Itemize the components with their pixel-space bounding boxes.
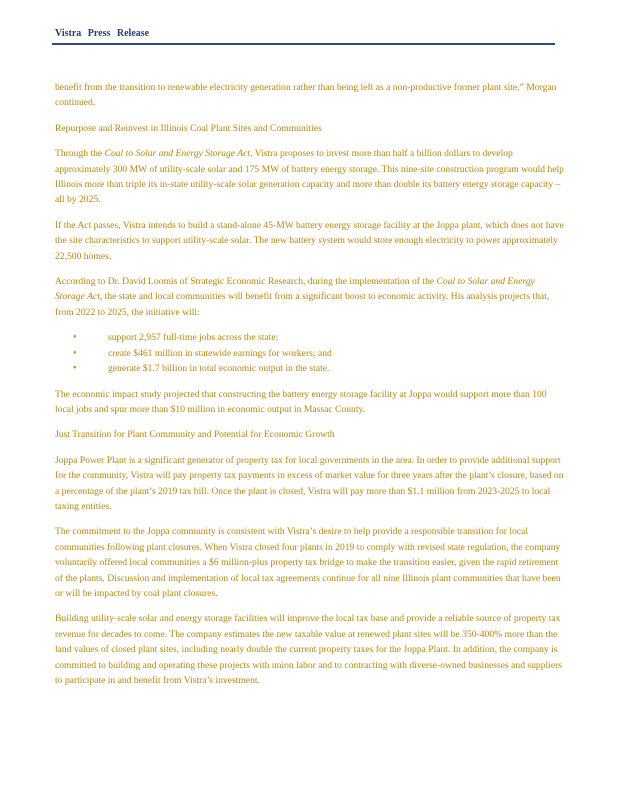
- list-item: [55, 346, 567, 361]
- section-heading-repurpose: Repurpose and Reinvest in Illinois Coal Plant Sites and Communities: [55, 122, 322, 134]
- paragraph-commitment: The commitment to the Joppa community is consistent with Vistra’s desire to help provide a responsible transition for local communities following plant closures. When Vistra closed four plants in 2019 to comply with revised state regulation, the company voluntarily offered local communities a $6 million-plus property tax bridge to make the transition easier, given the rapid retirement of the plants. Discussion and implementation of local tax agreements continue for all nine Illinois plant communities that have been or will be impacted by coal plant closures.: [55, 526, 561, 599]
- section-heading-just-transition: Just Transition for Plant Community and Potential for Economic Growth: [55, 429, 335, 441]
- paragraph-property-tax: Joppa Power Plant is a significant generator of property tax for local governments in the area. In order to provide additional support for the community, Vistra will pay property tax payments in excess of market value for three years after the plant’s closure, based on a percentage of the plant’s 2019 tax bill. Once the plant is closed, Vistra will pay more than $1.1 million from 2023-2025 to local taxing entities.: [55, 454, 564, 512]
- paragraph-tax-base: Building utility-scale solar and energy storage facilities will improve the local tax base and provide a reliable source of property tax revenue for decades to come. The company estimates the new taxable value at renewed plant sites will be 350-400% more than the land values of closed plant sites, including nearly double the current property taxes for the Joppa Plant. In addition, the company is committed to building and operating these projects with union labor and to contracting with diverse-owned businesses and suppliers to participate in and benefit from Vistra’s investment.: [55, 613, 563, 686]
- act-title: Coal to Solar and Energy Storage Act: [55, 276, 535, 303]
- list-item-text: create $461 million in statewide earnings for workers; and: [108, 347, 332, 359]
- paragraph-continuation: benefit from the transition to renewable electricity generation rather than being left as a non-productive former plant site,” Morgan continued.: [55, 82, 557, 109]
- document-body: [55, 80, 567, 698]
- act-title: Coal to Solar and Energy Storage Act: [104, 148, 251, 160]
- bullet-icon: •: [73, 363, 77, 375]
- economic-impact-list: [55, 330, 567, 376]
- list-item-text: generate $1.7 billion in total economic output in the state.: [108, 363, 330, 375]
- text-segment: , Vistra proposes to invest more than half a billion dollars to develop approximately 300 MW of utility-scale solar and 175 MW of battery energy storage. This nine-site construction program would help Illinois more than triple its in-state utility-scale solar generation capacity and more than double its battery energy storage capacity – all by 2025.: [55, 148, 564, 206]
- header-divider: [52, 43, 555, 45]
- list-item-text: support 2,957 full-time jobs across the state;: [108, 332, 279, 344]
- text-segment: Through the: [55, 148, 105, 160]
- text-segment: According to Dr. David Loomis of Strategic Economic Research, during the implementation of the: [55, 276, 437, 288]
- press-release-header: Vistra Press Release: [55, 28, 150, 39]
- paragraph-economic-analysis: [55, 274, 567, 320]
- text-segment: , the state and local communities will benefit from a significant boost to economic activity. His analysis projects that, from 2022 to 2025, the initiative will:: [55, 291, 550, 318]
- paragraph-investment: [55, 146, 567, 208]
- paragraph-massac-impact: The economic impact study projected that constructing the battery energy storage facility at Joppa would support more than 100 local jobs and spur more than $10 million in economic output in Massac County.: [55, 388, 547, 415]
- paragraph-joppa-storage: If the Act passes, Vistra intends to build a stand-alone 45-MW battery energy storage facility at the Joppa plant, which does not have the site characteristics to support utility-scale solar. The new battery system would store enough electricity to power approximately 22,500 homes.: [55, 219, 564, 262]
- bullet-icon: •: [73, 332, 77, 344]
- list-item: [55, 330, 567, 345]
- bullet-icon: •: [73, 347, 77, 359]
- list-item: [55, 361, 567, 376]
